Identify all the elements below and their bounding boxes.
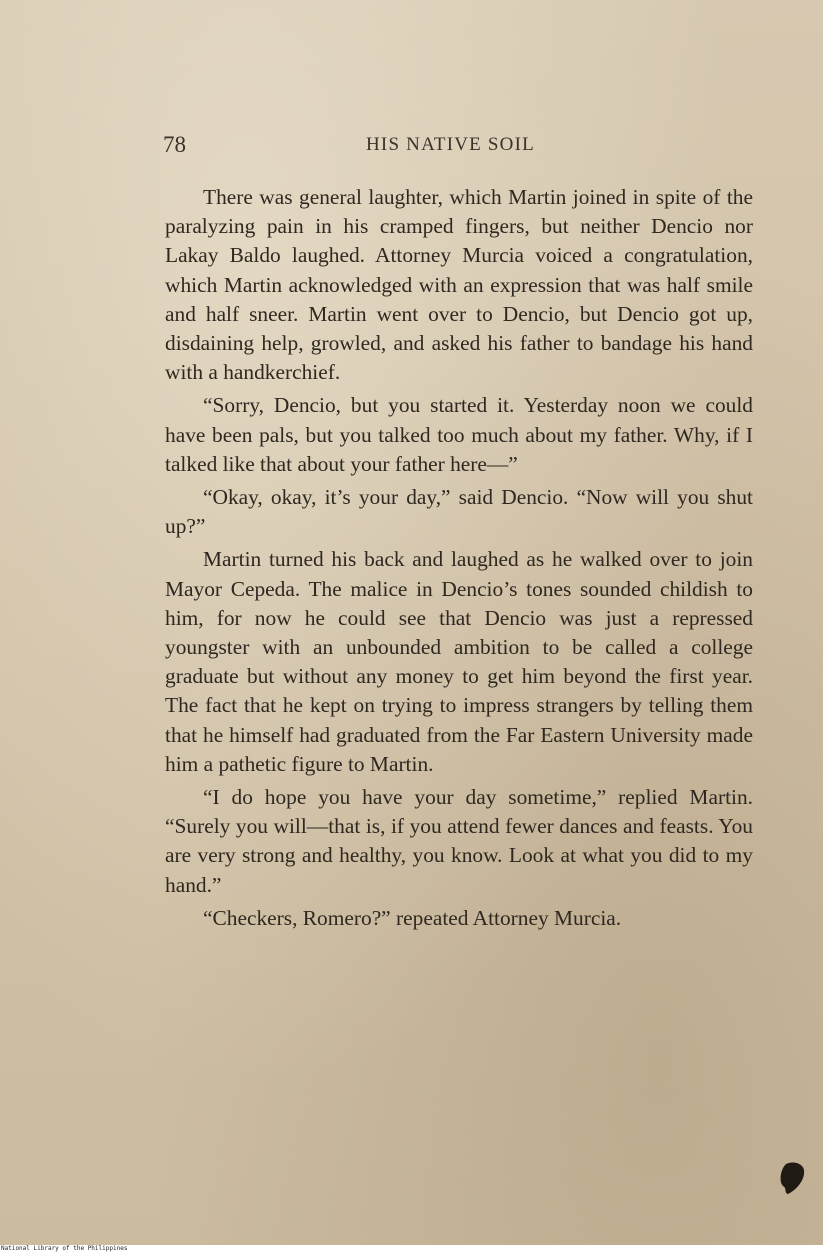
ink-blot-icon — [778, 1160, 808, 1196]
paragraph: “Okay, okay, it’s your day,” said Dencio. “Now will you shut up?” — [165, 485, 753, 539]
paragraph: “I do hope you have your day sometime,” replied Martin. “Surely you will—that is, if you attend fewer dances and feasts. You are very strong and healthy, you know. Look at what you did to my hand.” — [165, 785, 753, 897]
page-number: 78 — [163, 132, 186, 157]
page-header — [163, 130, 753, 162]
paragraph: “Checkers, Romero?” repeated Attorney Murcia. — [203, 905, 622, 930]
paragraph: Martin turned his back and laughed as he walked over to join Mayor Cepeda. The malice in Dencio’s tones sounded childish to him, for now he could see that Dencio was just a repressed youngster with an unbounded ambition to be called a college graduate but without any money to get him beyond the first year. The fact that he kept on trying to impress strangers by telling them that he himself had graduated from the Far Eastern University made him a pathetic figure to Martin. — [165, 547, 753, 776]
running-title: HIS NATIVE SOIL — [366, 134, 535, 155]
library-credit: National Library of the Philippines — [1, 1245, 128, 1252]
paragraph: There was general laughter, which Martin joined in spite of the paralyzing pain in his cramped fingers, but neither Dencio nor Lakay Baldo laughed. Attorney Murcia voiced a congratulation, which Martin acknowledged with an expression that was half smile and half sneer. Martin went over to Dencio, but Dencio got up, disdaining help, growled, and asked his father to bandage his hand with a handkerchief. — [165, 185, 753, 385]
paragraph: “Sorry, Dencio, but you started it. Yesterday noon we could have been pals, but you talked too much about my father. Why, if I talked like that about your father here—” — [165, 393, 753, 476]
body-text — [165, 183, 753, 937]
footer-strip — [0, 1245, 823, 1253]
